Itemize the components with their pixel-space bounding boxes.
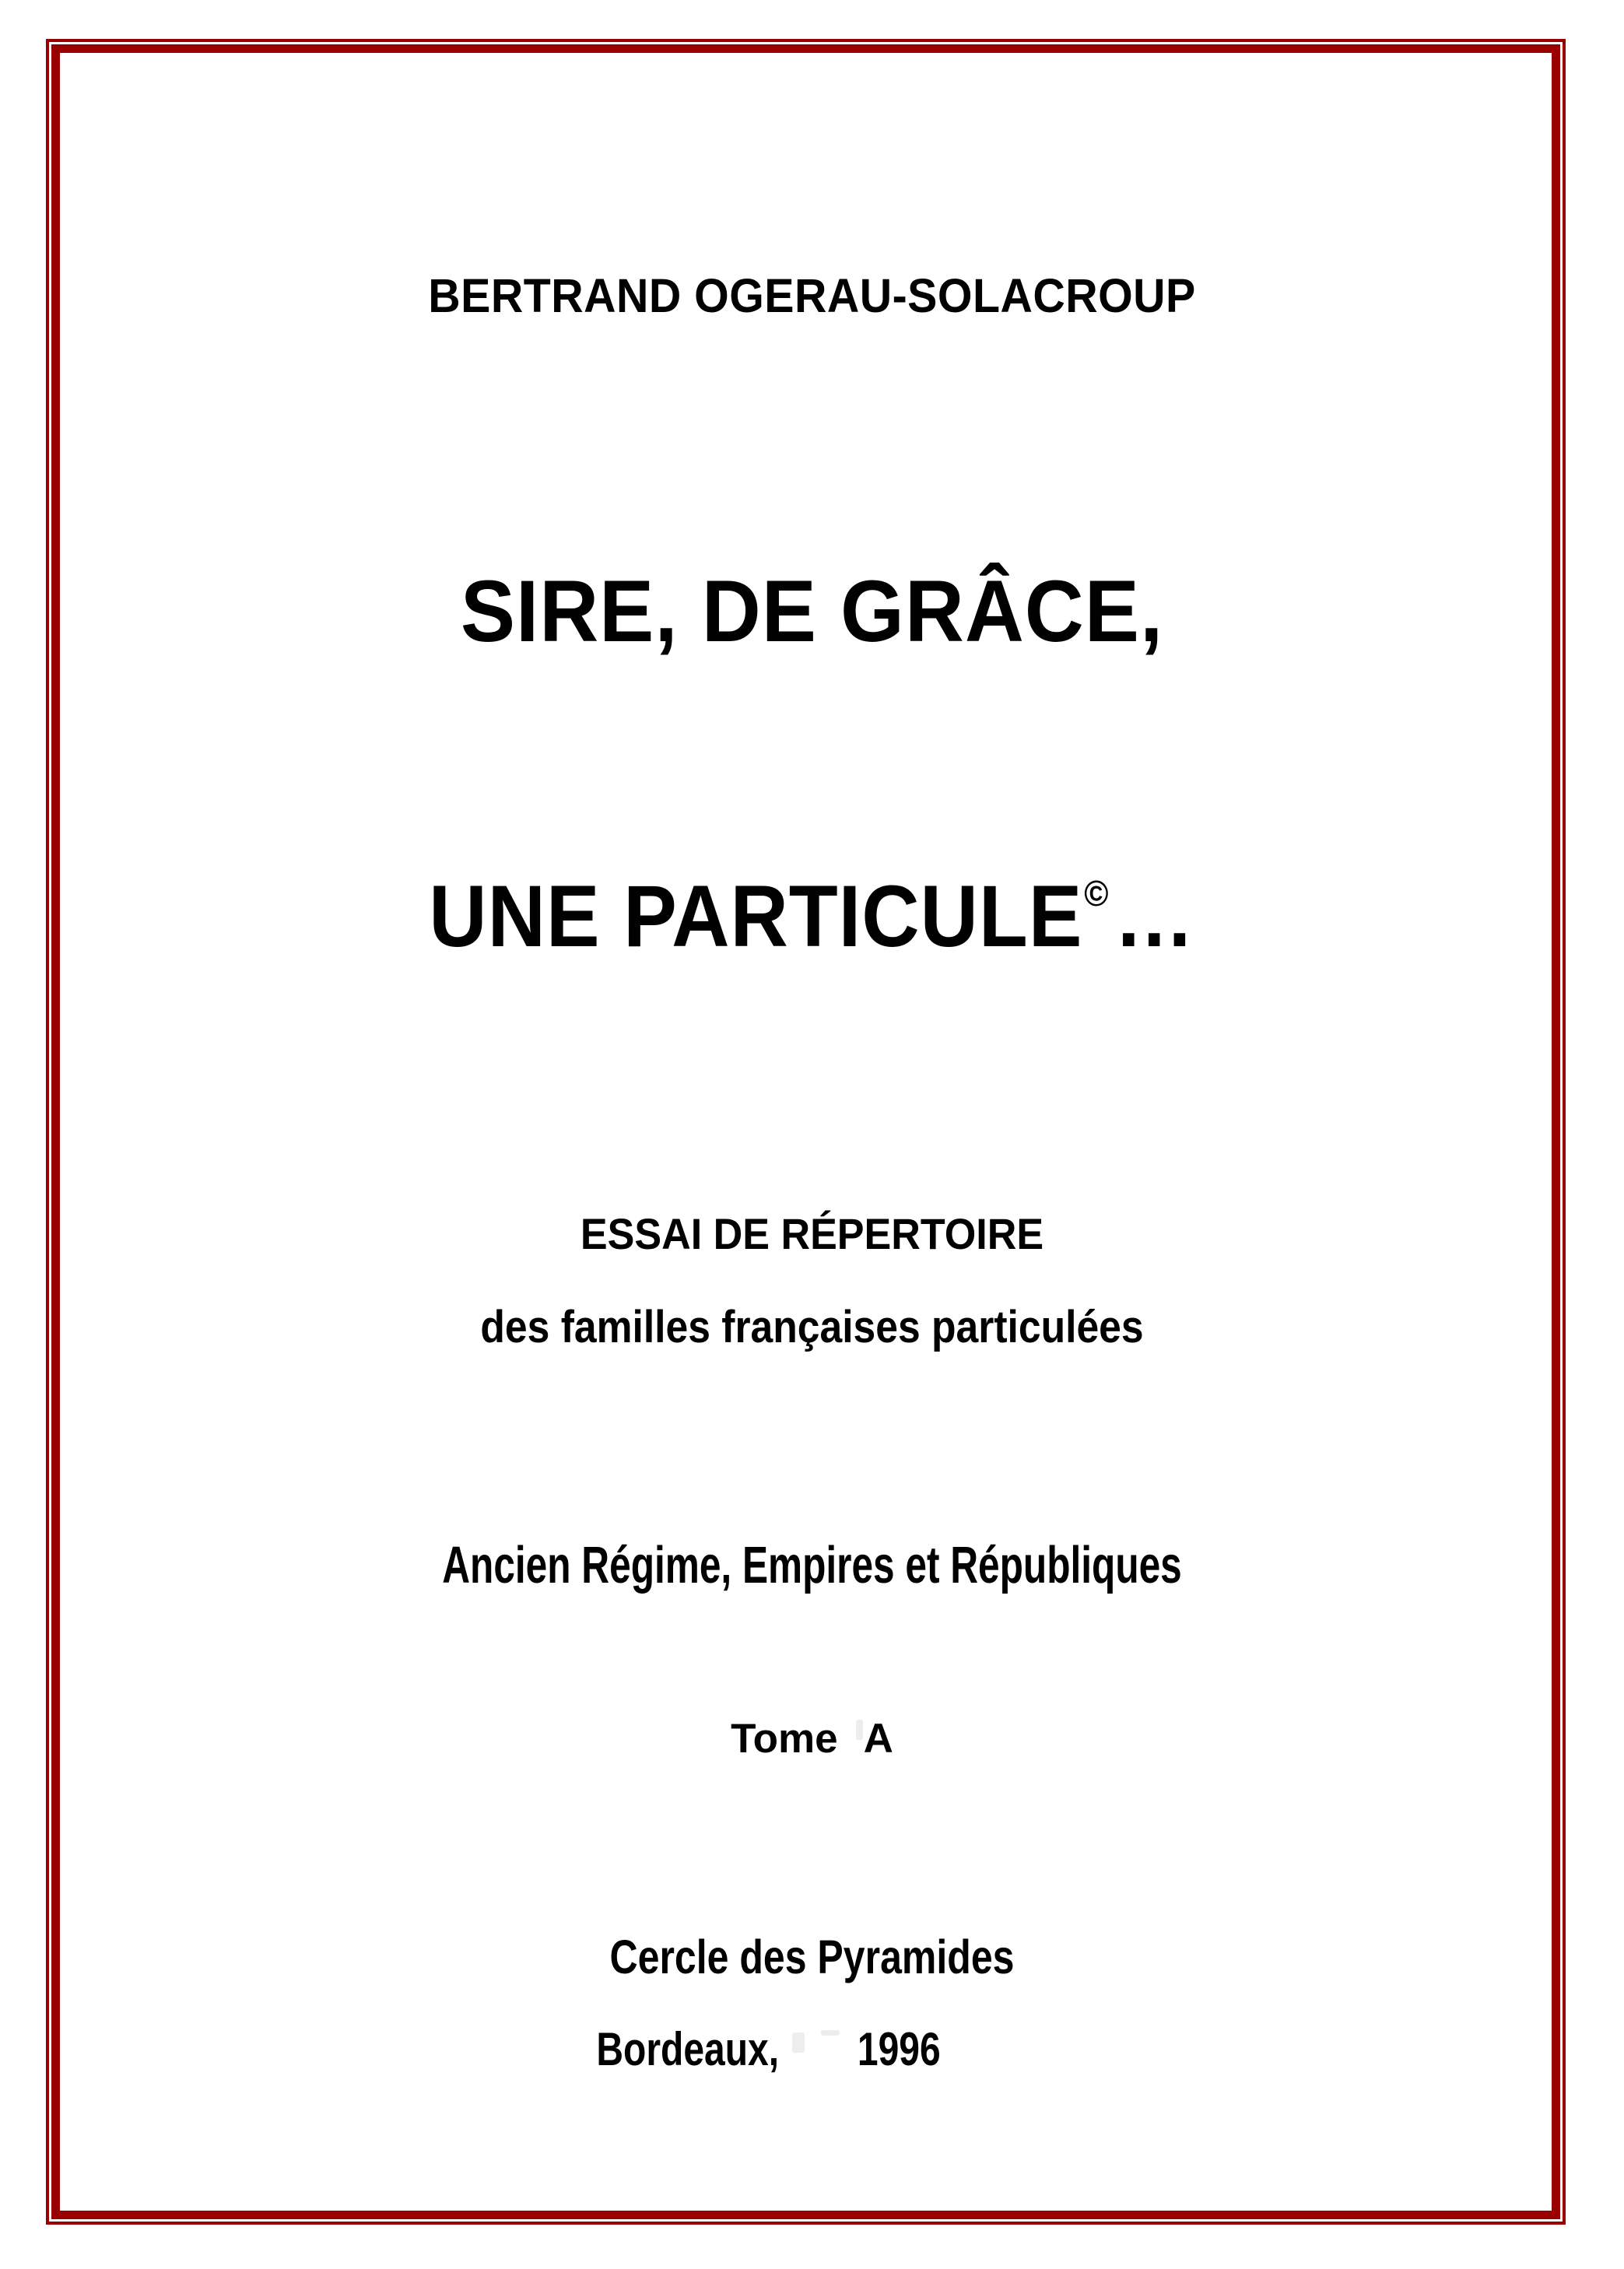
main-title-line2-text: UNE PARTICULE	[429, 868, 1083, 965]
imprint-year: 1996	[857, 2023, 941, 2075]
volume-value: A	[863, 1716, 893, 1762]
series-heading: ESSAI DE RÉPERTOIRE	[580, 1209, 1044, 1258]
imprint-place: Bordeaux,	[596, 2023, 780, 2075]
series-subtitle: des familles françaises particulées	[480, 1302, 1144, 1352]
volume-line	[0, 1716, 1624, 1762]
imprint-line	[119, 2023, 1419, 2075]
scan-artifact-smudge	[821, 2030, 840, 2036]
period-line: Ancien Régime, Empires et Républiques	[442, 1536, 1182, 1594]
main-title-line1: SIRE, DE GRÂCE,	[460, 563, 1164, 660]
page-border-frame-inner	[51, 44, 1560, 2219]
page-border-frame	[46, 39, 1566, 2225]
scan-artifact-smudge	[856, 1720, 863, 1740]
main-title-line2	[65, 868, 1559, 965]
volume-label: Tome	[731, 1716, 838, 1762]
publisher-line: Cercle des Pyramides	[609, 1931, 1015, 1983]
title-ellipsis: …	[1114, 868, 1195, 965]
author-line: BERTRAND OGERAU-SOLACROUP	[428, 269, 1196, 322]
scan-artifact-smudge	[792, 2032, 805, 2053]
copyright-symbol: ©	[1084, 873, 1109, 914]
